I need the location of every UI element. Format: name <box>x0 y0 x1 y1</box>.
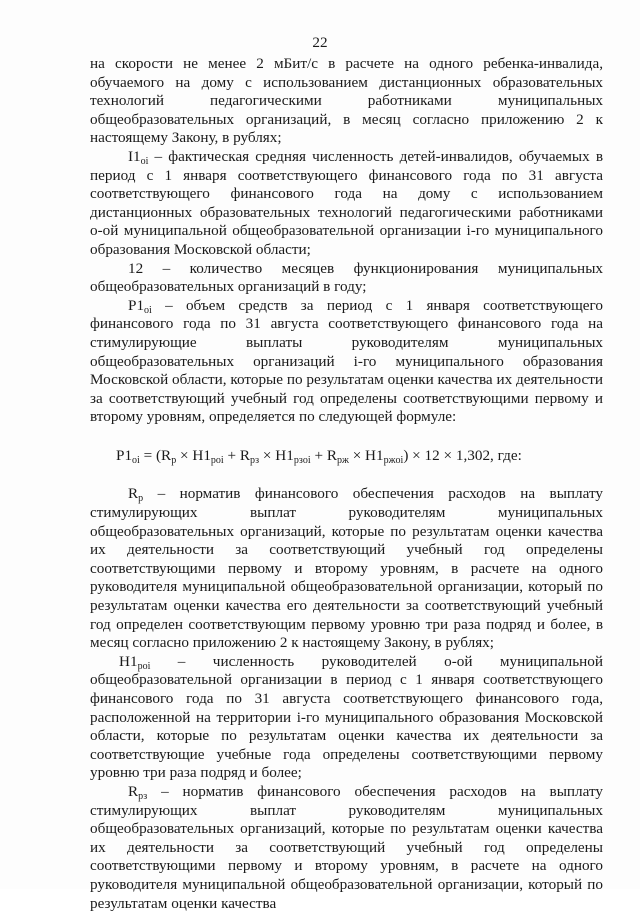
symbol: I1 <box>128 147 141 165</box>
definition-text: – объем средств за период с 1 января соответствующего финансового года по 31 августа соответствующего финансового года на стимулирующие выплаты руководителям муниципальных общеобразовательных организаций i-го муниципального образования Московской области, которые по результатам оценки качества их деятельности за соответствующий учебный год определены соответствующими первому и второму уровням, определяется по следующей формуле: <box>90 296 603 426</box>
symbol-subscript: poi <box>137 660 151 672</box>
symbol-subscript: oi <box>144 304 152 316</box>
paragraph-p1-definition <box>90 297 603 427</box>
paragraph-i1-definition <box>90 148 603 260</box>
symbol-subscript: рз <box>138 790 148 802</box>
paragraph-rpz-definition <box>90 783 603 913</box>
definition-text: – норматив финансового обеспечения расходов на выплату стимулирующих выплат руководителям муниципальных общеобразовательных организаций, которые по результатам оценки качества их деятельности за соответствующий учебный год определены соответствующими первому и второму уровням, в расчете на одного руководителя муниципальной общеобразовательной организации, который по результатам оценки качества его деятельности за соответствующий учебный год определен соответствующим первому уровню три раза подряд и более, в месяц согласно приложению 2 к настоящему Закону, в рублях; <box>90 485 603 652</box>
symbol: P1 <box>128 296 145 314</box>
symbol: R <box>128 782 139 800</box>
formula: $P1_{oi} = (R_p \times H1_{poi} + R_{рз} \times H1_{рзoi} + R_{рж} \times H1_{ржoi}) \times 12 \times 1,302$, где: <box>116 446 522 466</box>
definition-text: – фактическая средняя численность детей-инвалидов, обучаемых в период с 1 января соответствующего финансового года по 31 августа соответствующего финансового года на дому с использованием дистанционных образовательных технологий педагогическими работниками o-ой муниципальной общеобразовательной организации i-го муниципального образования Московской области; <box>90 147 603 258</box>
paragraph-months-definition: 12 – количество месяцев функционирования муниципальных общеобразовательных организаций в году; <box>90 259 603 296</box>
paragraph-rp-definition <box>90 485 603 652</box>
symbol: H1 <box>119 652 138 670</box>
symbol-subscript: р <box>138 493 144 505</box>
symbol-subscript: oi <box>140 155 149 167</box>
paragraph-continuation: на скорости не менее 2 мБит/с в расчете на одного ребенка-инвалида, обучаемого на дому с использованием дистанционных образовательных технологий педагогическими работниками муниципальных общеобразовательных организаций, в месяц согласно приложению 2 к настоящему Закону, в рублях; <box>90 55 603 147</box>
symbol: R <box>128 485 139 503</box>
document-body <box>90 55 603 913</box>
definition-text: – норматив финансового обеспечения расходов на выплату стимулирующих выплат руководителям муниципальных общеобразовательных организаций, которые по результатам оценки качества их деятельности за соответствующий учебный год определены соответствующими первому и второму уровням, в расчете на одного руководителя муниципальной общеобразовательной организации, который по результатам оценки качества <box>90 782 603 912</box>
page-number: 22 <box>312 34 328 51</box>
paragraph-h1-definition <box>90 653 603 783</box>
definition-text: – численность руководителей o-ой муниципальной общеобразовательной организации в период с 1 января соответствующего финансового года по 31 августа соответствующего финансового года, расположенной на территории i-го муниципального образования Московской области, которые по результатам оценки качества их деятельности за соответствующие учебные года определены соответствующими первому уровню три раза подряд и более; <box>90 652 603 782</box>
